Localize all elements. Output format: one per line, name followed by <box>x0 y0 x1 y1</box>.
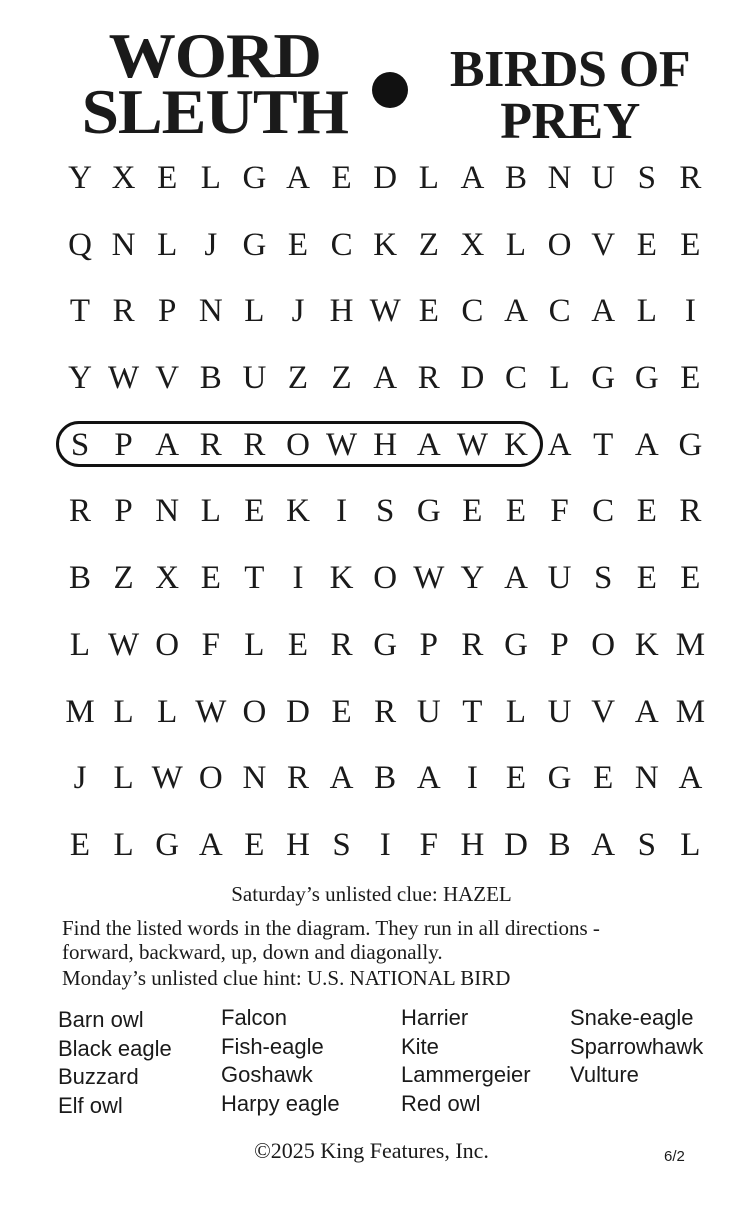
grid-letter[interactable]: X <box>460 226 485 263</box>
grid-letter[interactable]: E <box>157 160 178 196</box>
grid-letter[interactable]: O <box>547 226 572 263</box>
word-list-item: Kite <box>401 1033 439 1059</box>
grid-letter[interactable]: U <box>591 160 616 196</box>
grid-letter[interactable]: C <box>504 360 527 397</box>
grid-letter[interactable]: H <box>460 826 485 863</box>
grid-letter[interactable]: Y <box>460 560 485 597</box>
word-list-column-4 <box>570 1004 703 1090</box>
grid-letter[interactable]: W <box>151 760 183 797</box>
grid-letter[interactable]: B <box>199 360 222 397</box>
grid-letter[interactable]: A <box>591 826 616 863</box>
grid-letter[interactable]: A <box>547 426 572 463</box>
grid-letter[interactable]: G <box>373 626 398 663</box>
grid-letter[interactable]: R <box>679 493 702 530</box>
grid-letter[interactable]: W <box>195 693 227 730</box>
grid-letter[interactable]: I <box>466 760 478 797</box>
grid-letter[interactable]: O <box>591 626 616 663</box>
grid-row <box>60 550 720 617</box>
grid-letter[interactable]: L <box>244 293 265 330</box>
grid-letter[interactable]: S <box>332 826 351 863</box>
grid-letter[interactable]: P <box>114 493 133 530</box>
grid-letter[interactable]: E <box>200 560 221 597</box>
grid-letter[interactable]: K <box>286 493 310 530</box>
title-line-sleuth: SLEUTH <box>81 76 348 147</box>
grid-letter[interactable]: L <box>505 693 527 730</box>
grid-letter[interactable]: A <box>286 160 310 196</box>
grid-letter[interactable]: S <box>594 560 613 597</box>
grid-letter[interactable]: A <box>678 760 703 797</box>
grid-letter[interactable]: F <box>550 493 569 530</box>
word-list-item: Harpy eagle <box>221 1090 340 1116</box>
grid-letter[interactable]: R <box>461 626 484 663</box>
grid-letter[interactable]: E <box>418 293 439 330</box>
grid-letter[interactable]: E <box>680 560 701 597</box>
grid-letter[interactable]: D <box>286 693 310 730</box>
word-list-item: Snake-eagle <box>570 1005 694 1030</box>
grid-letter[interactable]: H <box>329 293 354 330</box>
grid-letter[interactable]: L <box>113 693 134 730</box>
word-list-item: Black eagle <box>58 1035 172 1061</box>
grid-letter[interactable]: O <box>286 426 310 463</box>
grid-letter[interactable]: E <box>462 493 483 530</box>
grid-letter[interactable]: A <box>460 160 485 196</box>
grid-row <box>60 150 720 217</box>
grid-letter[interactable]: P <box>419 626 438 663</box>
grid-row <box>60 283 720 350</box>
grid-letter[interactable]: R <box>330 626 353 663</box>
word-list-item: Sparrowhawk <box>570 1033 704 1059</box>
grid-letter[interactable]: X <box>155 560 180 597</box>
grid-letter[interactable]: K <box>634 626 659 663</box>
grid-letter[interactable]: U <box>242 360 267 397</box>
word-list-item: Elf owl <box>58 1092 123 1118</box>
grid-letter[interactable]: B <box>68 560 91 597</box>
instructions <box>62 916 702 964</box>
grid-letter[interactable]: G <box>678 426 703 463</box>
grid-letter[interactable]: R <box>286 760 309 797</box>
grid-letter[interactable]: L <box>636 293 657 330</box>
grid-letter[interactable]: G <box>242 226 267 263</box>
instructions-line-2: forward, backward, up, down and diagonally. <box>62 940 443 964</box>
grid-letter[interactable]: A <box>504 560 528 597</box>
grid-letter[interactable]: R <box>679 160 702 196</box>
grid-letter[interactable]: P <box>114 426 133 463</box>
grid-letter[interactable]: S <box>637 826 656 863</box>
grid-letter[interactable]: R <box>68 493 91 530</box>
grid-letter[interactable]: G <box>634 360 659 397</box>
grid-letter[interactable]: Y <box>68 360 92 397</box>
grid-letter[interactable]: E <box>287 626 309 663</box>
copyright-notice: ©2025 King Features, Inc. <box>254 1138 489 1163</box>
word-list-item: Buzzard <box>58 1064 139 1089</box>
grid-letter[interactable]: N <box>547 160 572 196</box>
word-list-item: Fish-eagle <box>221 1033 324 1059</box>
grid-letter[interactable]: T <box>462 693 483 730</box>
grid-letter[interactable]: U <box>547 693 572 730</box>
word-list-column-2 <box>221 1004 340 1118</box>
grid-letter[interactable]: H <box>286 826 310 863</box>
grid-letter[interactable]: B <box>548 826 571 863</box>
grid-letter[interactable]: S <box>70 426 90 463</box>
grid-letter[interactable]: D <box>460 360 485 397</box>
grid-letter[interactable]: T <box>593 426 614 463</box>
saturday-clue: Saturday’s unlisted clue: HAZEL <box>231 882 512 906</box>
grid-letter[interactable]: E <box>505 760 527 797</box>
grid-letter[interactable]: P <box>550 626 569 663</box>
grid-letter[interactable]: G <box>591 360 616 397</box>
grid-row <box>60 750 720 817</box>
grid-letter[interactable]: F <box>201 626 220 663</box>
grid-letter[interactable]: A <box>634 426 659 463</box>
grid-letter[interactable]: L <box>157 693 178 730</box>
grid-letter[interactable]: A <box>373 360 398 397</box>
grid-letter[interactable]: L <box>69 626 91 663</box>
grid-letter[interactable]: I <box>684 293 696 330</box>
instructions-line-1: Find the listed words in the diagram. They run in all directions - <box>62 916 600 940</box>
grid-letter[interactable]: Z <box>287 360 309 397</box>
grid-letter[interactable]: K <box>504 426 528 463</box>
grid-letter[interactable]: D <box>373 160 398 196</box>
grid-letter[interactable]: E <box>331 160 352 196</box>
grid-letter[interactable]: W <box>108 360 140 397</box>
grid-letter[interactable]: E <box>636 493 657 530</box>
grid-letter[interactable]: S <box>376 493 395 530</box>
grid-letter[interactable]: A <box>416 760 441 797</box>
grid-letter[interactable]: V <box>591 693 616 730</box>
topic-line-1: BIRDS OF <box>449 41 691 98</box>
grid-letter[interactable]: V <box>155 360 180 397</box>
grid-letter[interactable]: A <box>504 293 528 330</box>
grid-letter[interactable]: B <box>504 160 527 196</box>
topic-line-2: PREY <box>500 93 640 150</box>
grid-letter[interactable]: M <box>675 626 706 663</box>
grid-letter[interactable]: B <box>374 760 397 797</box>
word-list-item: Vulture <box>570 1062 639 1087</box>
grid-row <box>60 483 720 550</box>
grid-letter[interactable]: M <box>675 693 706 730</box>
grid-letter[interactable]: A <box>634 693 659 730</box>
grid-letter[interactable]: J <box>73 760 87 797</box>
grid-row <box>60 684 720 751</box>
grid-letter[interactable]: A <box>155 426 180 463</box>
grid-letter[interactable]: G <box>504 626 528 663</box>
grid-letter[interactable]: E <box>680 360 701 397</box>
grid-letter[interactable]: L <box>680 826 701 863</box>
grid-letter[interactable]: E <box>505 493 527 530</box>
grid-letter[interactable]: G <box>547 760 572 797</box>
grid-letter[interactable]: G <box>242 160 267 196</box>
grid-letter[interactable]: E <box>244 493 265 530</box>
letter-grid[interactable] <box>60 150 720 884</box>
grid-letter[interactable]: N <box>155 493 180 530</box>
grid-letter[interactable]: R <box>243 426 266 463</box>
found-word-circle <box>56 421 543 467</box>
grid-row <box>60 217 720 284</box>
grid-letter[interactable]: U <box>547 560 572 597</box>
grid-letter[interactable]: C <box>330 226 353 263</box>
grid-letter[interactable]: H <box>373 426 398 463</box>
grid-letter[interactable]: S <box>637 160 656 196</box>
grid-letter[interactable]: A <box>329 760 354 797</box>
word-list-item: Goshawk <box>221 1062 313 1087</box>
grid-letter[interactable]: N <box>111 226 136 263</box>
grid-letter[interactable]: O <box>373 560 398 597</box>
grid-letter[interactable]: E <box>244 826 265 863</box>
grid-letter[interactable]: R <box>417 360 440 397</box>
grid-letter[interactable]: L <box>200 493 221 530</box>
grid-letter[interactable]: E <box>287 226 309 263</box>
grid-letter[interactable]: A <box>416 426 441 463</box>
word-list-item: Harrier <box>401 1005 469 1030</box>
grid-letter[interactable]: V <box>591 226 616 263</box>
word-list-column-3 <box>401 1004 531 1118</box>
grid-letter[interactable]: J <box>204 226 218 263</box>
grid-letter[interactable]: D <box>504 826 528 863</box>
puzzle-topic <box>420 41 720 150</box>
grid-letter[interactable]: R <box>199 426 222 463</box>
grid-letter[interactable]: E <box>593 760 614 797</box>
grid-letter[interactable]: L <box>549 360 570 397</box>
grid-letter[interactable]: M <box>65 693 95 730</box>
grid-letter[interactable]: W <box>413 560 445 597</box>
grid-letter[interactable]: T <box>244 560 265 597</box>
grid-letter[interactable]: O <box>198 760 223 797</box>
word-list-item: Barn owl <box>58 1007 144 1032</box>
grid-letter[interactable]: Y <box>68 160 92 196</box>
grid-letter[interactable]: O <box>242 693 267 730</box>
grid-letter[interactable]: X <box>111 160 136 196</box>
puzzle-title <box>52 20 378 147</box>
grid-letter[interactable]: A <box>198 826 223 863</box>
grid-letter[interactable]: Z <box>331 360 352 397</box>
grid-letter[interactable]: E <box>680 226 701 263</box>
grid-letter[interactable]: L <box>505 226 527 263</box>
word-list-column-1 <box>58 1006 172 1120</box>
grid-letter[interactable]: W <box>369 293 401 330</box>
grid-letter[interactable]: T <box>69 293 91 330</box>
grid-letter[interactable]: E <box>69 826 91 863</box>
grid-letter[interactable]: L <box>244 626 265 663</box>
title-line-word: WORD <box>108 20 321 91</box>
grid-row <box>60 350 720 417</box>
grid-letter[interactable]: O <box>155 626 180 663</box>
grid-letter[interactable]: L <box>113 760 134 797</box>
grid-letter[interactable]: G <box>416 493 441 530</box>
grid-letter[interactable]: N <box>198 293 223 330</box>
grid-letter[interactable]: Z <box>113 560 134 597</box>
grid-letter[interactable]: R <box>112 293 135 330</box>
grid-letter[interactable]: I <box>379 826 391 863</box>
grid-letter[interactable]: L <box>157 226 178 263</box>
grid-letter[interactable]: U <box>416 693 441 730</box>
grid-letter[interactable]: P <box>158 293 177 330</box>
grid-letter[interactable]: W <box>456 426 488 463</box>
grid-letter[interactable]: A <box>591 293 616 330</box>
grid-letter[interactable]: C <box>548 293 571 330</box>
grid-letter[interactable]: Q <box>68 226 92 263</box>
bullet-dot-icon <box>372 72 408 108</box>
monday-clue-hint: Monday’s unlisted clue hint: U.S. NATIONAL BIRD <box>62 966 511 990</box>
date-code: 6/2 <box>664 1148 685 1165</box>
grid-letter[interactable]: L <box>113 826 134 863</box>
grid-letter[interactable]: C <box>592 493 615 530</box>
grid-letter[interactable]: W <box>108 626 140 663</box>
grid-letter[interactable]: F <box>419 826 438 863</box>
word-list-item: Red owl <box>401 1090 481 1116</box>
grid-letter[interactable]: E <box>636 226 657 263</box>
word-list-item: Falcon <box>221 1005 288 1030</box>
grid-letter[interactable]: C <box>461 293 484 330</box>
grid-letter[interactable]: E <box>636 560 657 597</box>
grid-letter[interactable]: E <box>331 693 352 730</box>
grid-letter[interactable]: N <box>242 760 267 797</box>
grid-letter[interactable]: W <box>326 426 358 463</box>
grid-letter[interactable]: L <box>418 160 439 196</box>
grid-letter[interactable]: Z <box>418 226 439 263</box>
grid-letter[interactable]: N <box>634 760 659 797</box>
grid-row <box>60 817 720 884</box>
grid-letter[interactable]: K <box>329 560 354 597</box>
grid-letter[interactable]: I <box>292 560 304 597</box>
grid-row <box>60 617 720 684</box>
grid-letter[interactable]: K <box>373 226 398 263</box>
grid-letter[interactable]: G <box>155 826 180 863</box>
grid-letter[interactable]: R <box>374 693 397 730</box>
grid-letter[interactable]: I <box>336 493 348 530</box>
word-list-item: Lammergeier <box>401 1062 531 1087</box>
grid-letter[interactable]: J <box>291 293 305 330</box>
grid-letter[interactable]: L <box>200 160 221 196</box>
